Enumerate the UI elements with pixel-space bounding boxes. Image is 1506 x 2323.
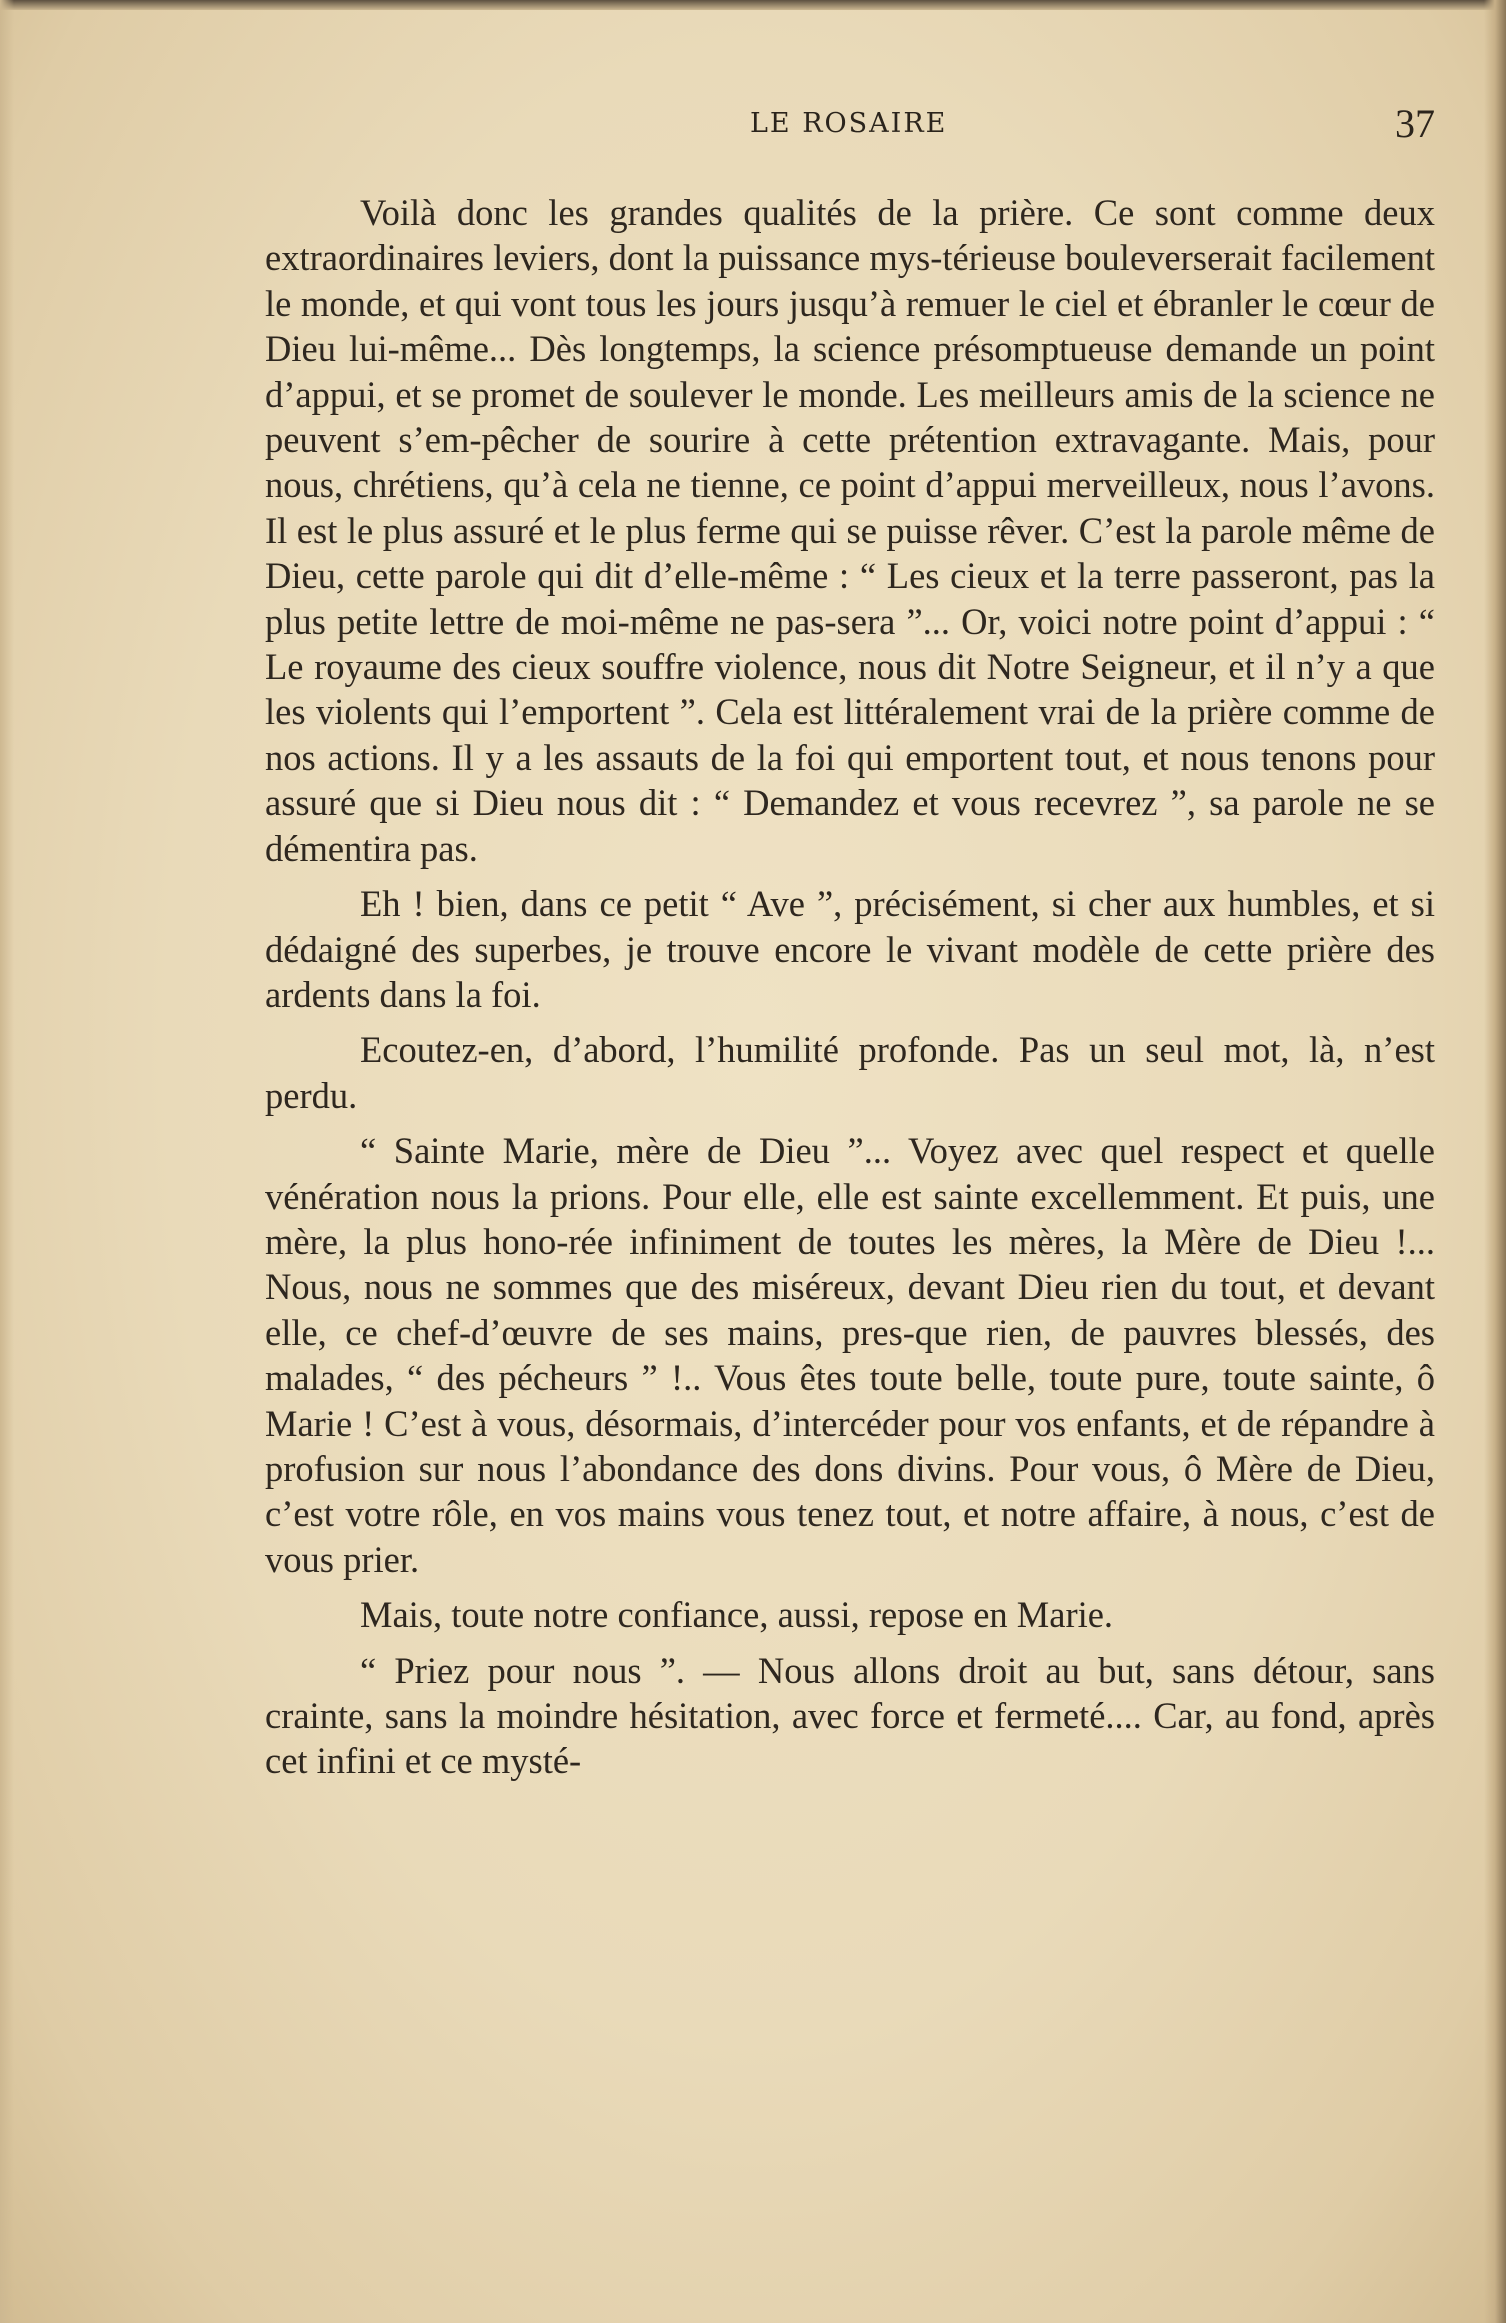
page-top-edge bbox=[0, 0, 1506, 10]
page-number: 37 bbox=[1395, 101, 1435, 146]
page-right-edge bbox=[1484, 0, 1506, 2323]
paragraph-3: Ecoutez-en, d’abord, l’humilité profonde. Pas un seul mot, là, n’est perdu. bbox=[265, 1029, 1435, 1116]
running-title: LE ROSAIRE bbox=[750, 108, 948, 139]
paragraph-2: Eh ! bien, dans ce petit “ Ave ”, précisément, si cher aux humbles, et si dédaigné des superbes, je trouve encore le vivant modèle de cette prière des ardents dans la foi. bbox=[265, 883, 1435, 1015]
body-text bbox=[265, 190, 1435, 1784]
paragraph-5: Mais, toute notre confiance, aussi, repose en Marie. bbox=[360, 1594, 1114, 1636]
page-left-edge bbox=[0, 0, 14, 2323]
running-header bbox=[265, 100, 1435, 156]
paragraph-1: Voilà donc les grandes qualités de la prière. Ce sont comme deux extraordinaires leviers, dont la puissance mys-térieuse bouleverserait facilement le monde, et qui vont tous les jours jusqu’à remuer le ciel et ébranler le cœur de Dieu lui-même... Dès longtemps, la science présomptueuse demande un point d’appui, et se promet de soulever le monde. Les meilleurs amis de la science ne peuvent s’em-pêcher de sourire à cette prétention extravagante. Mais, pour nous, chrétiens, qu’à cela ne tienne, ce point d’appui merveilleux, nous l’avons. Il est le plus assuré et le plus ferme qui se puisse rêver. C’est la parole même de Dieu, cette parole qui dit d’elle-même : “ Les cieux et la terre passeront, pas la plus petite lettre de moi-même ne pas-sera ”... Or, voici notre point d’appui : “ Le royaume des cieux souffre violence, nous dit Notre Seigneur, et il n’y a que les violents qui l’emportent ”. Cela est littéralement vrai de la prière comme de nos actions. Il y a les assauts de la foi qui emportent tout, et nous tenons pour assuré que si Dieu nous dit : “ Demandez et vous recevrez ”, sa parole ne se démentira pas. bbox=[265, 192, 1435, 869]
paragraph-6: “ Priez pour nous ”. — Nous allons droit au but, sans détour, sans crainte, sans la moindre hésitation, avec force et fermeté.... Car, au fond, après cet infini et ce mysté- bbox=[265, 1649, 1435, 1782]
paragraph-4: “ Sainte Marie, mère de Dieu ”... Voyez avec quel respect et quelle vénération nous la prions. Pour elle, elle est sainte excellemment. Et puis, une mère, la plus hono-rée infiniment de toutes les mères, la Mère de Dieu !... Nous, nous ne sommes que des miséreux, devant Dieu rien du tout, et devant elle, ce chef-d’œuvre de ses mains, pres-que rien, de pauvres blessés, des malades, “ des pécheurs ” !.. Vous êtes toute belle, toute pure, toute sainte, ô Marie ! C’est à vous, désormais, d’intercéder pour vos enfants, et de répandre à profusion sur nous l’abondance des dons divins. Pour vous, ô Mère de Dieu, c’est votre rôle, en vos mains vous tenez tout, et notre affaire, à nous, c’est de vous prier. bbox=[265, 1130, 1435, 1580]
